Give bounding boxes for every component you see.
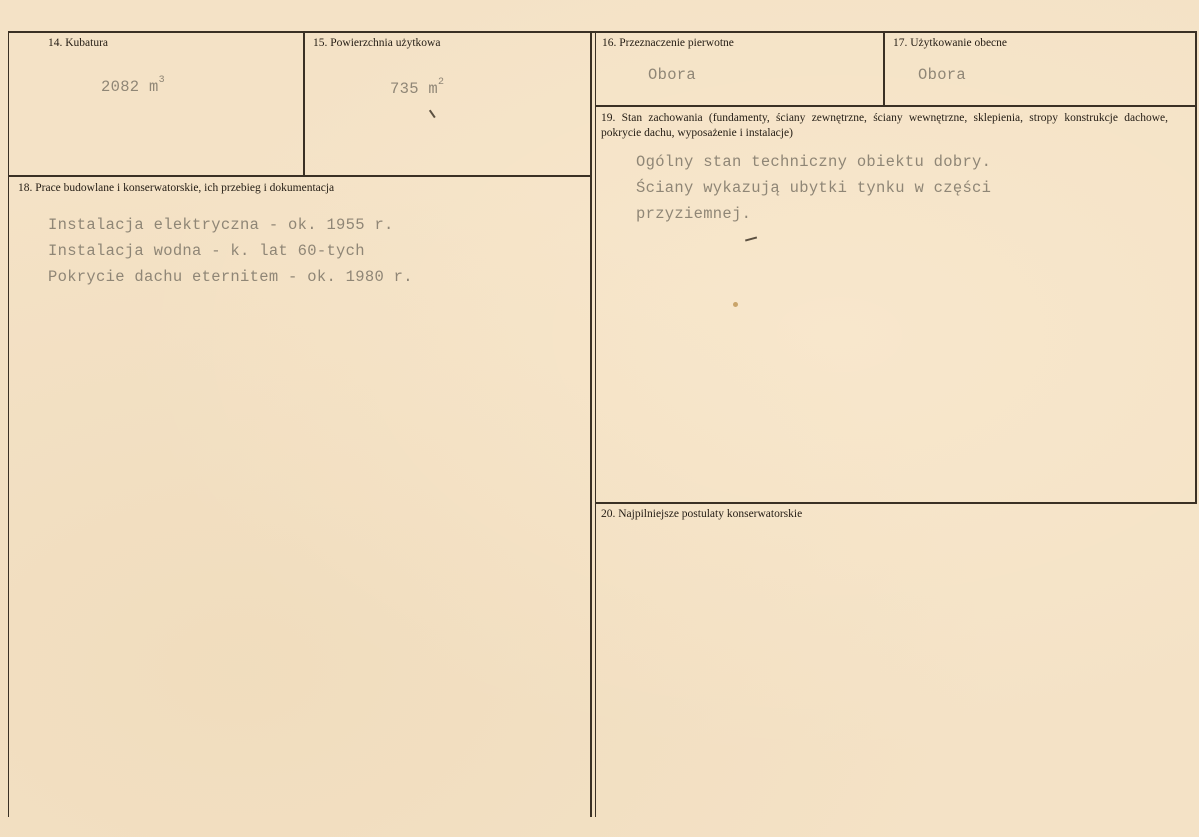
field-18-line: Instalacja elektryczna - ok. 1955 r.	[48, 216, 394, 234]
field-14-label: 14. Kubatura	[48, 37, 109, 49]
field-19-line: Ogólny stan techniczny obiektu dobry.	[636, 153, 992, 171]
right-rule	[1195, 31, 1197, 504]
left-rule	[8, 31, 9, 817]
field-17-value: Obora	[918, 66, 967, 84]
field-16-value: Obora	[648, 66, 697, 84]
area-value: 735 m	[390, 80, 439, 98]
rule-col-14-15	[303, 31, 305, 176]
stray-mark	[745, 236, 757, 241]
rule-row-19	[595, 105, 1197, 107]
area-exponent: 2	[438, 77, 445, 88]
field-15-value	[390, 77, 445, 98]
rule-center-a	[590, 31, 592, 817]
rule-col-16-17	[883, 31, 885, 106]
top-rule	[8, 31, 1196, 33]
field-20-label: 20. Najpilniejsze postulaty konserwatorskie	[601, 508, 803, 520]
field-17-label: 17. Użytkowanie obecne	[893, 37, 1008, 49]
field-18-label: 18. Prace budowlane i konserwatorskie, ich przebieg i dokumentacja	[18, 182, 335, 194]
cubature-value: 2082 m	[101, 78, 159, 96]
field-15-label: 15. Powierzchnia użytkowa	[313, 37, 441, 49]
field-19-label: 19. Stan zachowania (fundamenty, ściany zewnętrzne, ściany wewnętrzne, sklepienia, stropy konstrukcje dachowe, pokrycie dachu, wyposażenie i instalacje)	[601, 112, 1168, 139]
field-18-line: Instalacja wodna - k. lat 60-tych	[48, 242, 365, 260]
field-19-line: Ściany wykazują ubytki tynku w części	[636, 179, 992, 197]
stray-mark	[429, 110, 435, 118]
field-19-line: przyziemnej.	[636, 205, 752, 223]
field-14-value	[101, 75, 165, 96]
rule-row-18	[8, 175, 591, 177]
stain-dot	[733, 302, 738, 307]
field-18-text	[48, 212, 413, 290]
rule-row-20	[595, 502, 1197, 504]
field-16-label: 16. Przeznaczenie pierwotne	[602, 37, 734, 49]
cubature-exponent: 3	[158, 75, 165, 86]
field-19-text	[636, 149, 991, 227]
rule-center-b	[595, 31, 596, 817]
field-18-line: Pokrycie dachu eternitem - ok. 1980 r.	[48, 268, 413, 286]
